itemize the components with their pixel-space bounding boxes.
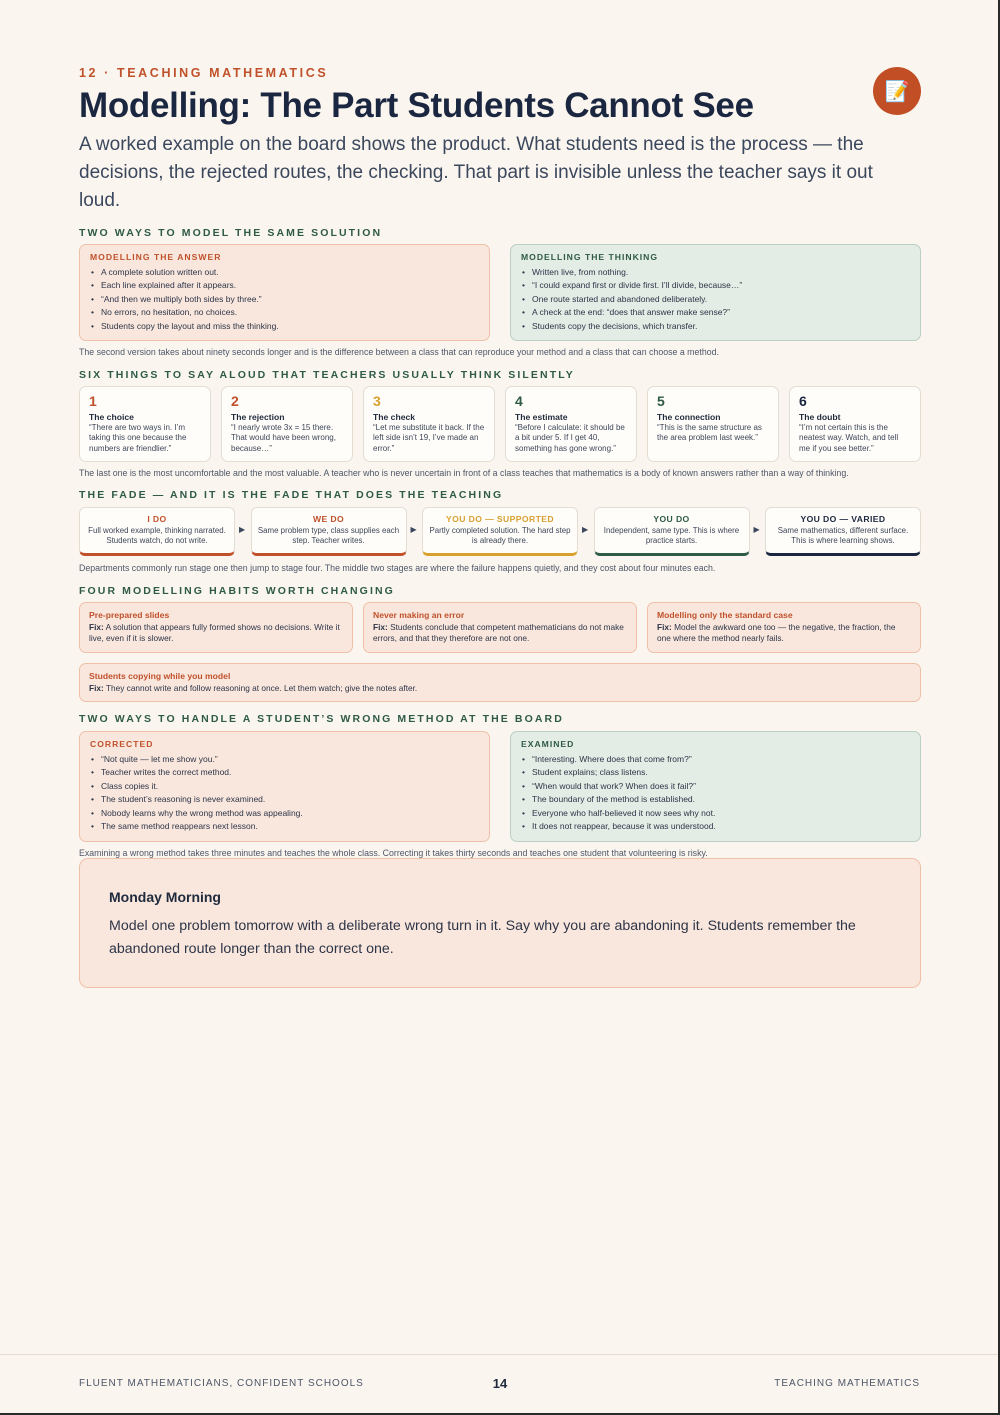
- habit-fix: [657, 622, 911, 644]
- section2-caption: The last one is the most uncomfortable and the most valuable. A teacher who is never uncertain in front of a class teaches that mathematics is a body of known answers rather than a way of thinking.: [79, 468, 849, 478]
- section-heading-habits: FOUR MODELLING HABITS WORTH CHANGING: [79, 585, 395, 597]
- list-item: • “When would that work? When does it fail?”: [521, 780, 910, 793]
- stage-text: Partly completed solution. The hard step is already there.: [429, 526, 571, 546]
- list-item: • The student’s reasoning is never examined.: [90, 793, 479, 806]
- card-text: “There are two ways in. I’m taking this one because the numbers are friendlier.”: [89, 423, 187, 453]
- box-title: MODELLING THE ANSWER: [90, 252, 222, 262]
- list-item: • A check at the end: “does that answer make sense?”: [521, 306, 910, 319]
- card-number: 1: [89, 393, 97, 409]
- list-item: • “Not quite — let me show you.”: [90, 753, 479, 766]
- card-number: 2: [231, 393, 239, 409]
- callout-text: Model one problem tomorrow with a deliberate wrong turn in it. Say why you are abandoning it. Students remember the abandoned route longer than the correct one.: [109, 918, 856, 957]
- fix-label: Fix:: [89, 683, 104, 693]
- say-aloud-card: [79, 386, 211, 462]
- arrow-right-icon: ▶: [753, 525, 760, 534]
- arrow-right-icon: ▶: [582, 525, 589, 534]
- habit-title: Modelling only the standard case: [657, 610, 793, 620]
- list-item: • Everyone who half-believed it now sees why not.: [521, 807, 910, 820]
- list-item: • The boundary of the method is established.: [521, 793, 910, 806]
- stage-title: YOU DO — VARIED: [800, 514, 886, 524]
- fix-text: They cannot write and follow reasoning at once. Let them watch; give the notes after.: [105, 683, 418, 693]
- section-heading-fade: THE FADE — AND IT IS THE FADE THAT DOES THE TEACHING: [79, 489, 504, 501]
- section5-caption: Examining a wrong method takes three minutes and teaches the whole class. Correcting it takes thirty seconds and teaches one student that volunteering is risky.: [79, 848, 708, 858]
- habit-card: [79, 663, 921, 702]
- stage-text: Same mathematics, different surface. This is where learning shows.: [777, 526, 909, 546]
- habit-title: Never making an error: [373, 610, 465, 620]
- list-item: • Students copy the decisions, which transfer.: [521, 320, 910, 333]
- fade-stage: [422, 507, 578, 556]
- list-item: • Teacher writes the correct method.: [90, 766, 479, 779]
- list-item: • One route started and abandoned deliberately.: [521, 293, 910, 306]
- card-number: 5: [657, 393, 665, 409]
- list-item: • It does not reappear, because it was understood.: [521, 820, 910, 833]
- card-label: The check: [373, 412, 416, 422]
- stage-title: I DO: [147, 514, 167, 524]
- corrected-list: [90, 753, 479, 833]
- list-item: • Class copies it.: [90, 780, 479, 793]
- list-item: • Students copy the layout and miss the thinking.: [90, 320, 479, 333]
- arrow-right-icon: ▶: [239, 525, 246, 534]
- box-title: CORRECTED: [90, 739, 154, 749]
- footer-left: FLUENT MATHEMATICIANS, CONFIDENT SCHOOLS: [79, 1378, 364, 1389]
- fade-stage: [251, 507, 407, 556]
- say-aloud-card: [789, 386, 921, 462]
- card-label: The rejection: [231, 412, 285, 422]
- stage-text: Full worked example, thinking narrated. Students watch, do not write.: [88, 526, 226, 546]
- fix-label: Fix:: [373, 622, 388, 632]
- examined-box: [510, 731, 921, 842]
- chapter-kicker: 12 · TEACHING MATHEMATICS: [79, 66, 329, 80]
- fade-stage: [765, 507, 921, 556]
- pencil-memo-icon: 📝: [873, 67, 921, 115]
- section1-caption: The second version takes about ninety seconds longer and is the difference between a class that can reproduce your method and a class that can choose a method.: [79, 347, 719, 357]
- intro-paragraph: A worked example on the board shows the product. What students need is the process — the decisions, the rejected routes, the checking. That part is invisible unless the teacher says it out loud.: [79, 134, 873, 211]
- fix-text: Model the awkward one too — the negative, the fraction, the one where the method nearly fails.: [657, 622, 896, 643]
- page-title: Modelling: The Part Students Cannot See: [79, 86, 754, 125]
- say-aloud-card: [505, 386, 637, 462]
- habit-card: [363, 602, 637, 653]
- list-item: • “And then we multiply both sides by three.”: [90, 293, 479, 306]
- section-heading-wrong-method: TWO WAYS TO HANDLE A STUDENT’S WRONG METHOD AT THE BOARD: [79, 713, 564, 725]
- list-item: • Nobody learns why the wrong method was appealing.: [90, 807, 479, 820]
- card-text: “I nearly wrote 3x = 15 there. That would have been wrong, because…”: [231, 423, 336, 453]
- say-aloud-card: [363, 386, 495, 462]
- fix-label: Fix:: [657, 622, 672, 632]
- say-aloud-card: [647, 386, 779, 462]
- card-number: 6: [799, 393, 807, 409]
- habit-title: Students copying while you model: [89, 671, 231, 681]
- list-item: • “I could expand first or divide first. I’ll divide, because…”: [521, 279, 910, 292]
- fix-label: Fix:: [89, 622, 104, 632]
- thinking-list: [521, 266, 910, 333]
- habit-fix: [89, 622, 343, 644]
- stage-text: Independent, same type. This is where practice starts.: [603, 526, 740, 546]
- section-heading-six-things: SIX THINGS TO SAY ALOUD THAT TEACHERS USUALLY THINK SILENTLY: [79, 369, 575, 381]
- card-text: “Let me substitute it back. If the left side isn’t 19, I’ve made an error.”: [373, 423, 485, 453]
- section3-caption: Departments commonly run stage one then jump to stage four. The middle two stages are where the failure happens quietly, and they cost about four minutes each.: [79, 563, 716, 573]
- habit-title: Pre-prepared slides: [89, 610, 170, 620]
- card-label: The choice: [89, 412, 134, 422]
- fix-text: A solution that appears fully formed shows no decisions. Write it live, even if it is slower.: [89, 622, 340, 643]
- stage-title: YOU DO — SUPPORTED: [446, 514, 554, 524]
- stage-title: WE DO: [312, 514, 345, 524]
- fade-stage: [79, 507, 235, 556]
- card-label: The doubt: [799, 412, 841, 422]
- list-item: • A complete solution written out.: [90, 266, 479, 279]
- list-item: • Written live, from nothing.: [521, 266, 910, 279]
- card-number: 3: [373, 393, 381, 409]
- box-title: EXAMINED: [521, 739, 575, 749]
- footer-right: TEACHING MATHEMATICS: [774, 1378, 920, 1389]
- examined-list: [521, 753, 910, 833]
- modelling-thinking-box: [510, 244, 921, 341]
- box-title: MODELLING THE THINKING: [521, 252, 659, 262]
- fix-text: Students conclude that competent mathematicians do not make errors, and that they therefore are not one.: [373, 622, 624, 643]
- habit-card: [79, 602, 353, 653]
- monday-morning-callout: [79, 858, 921, 988]
- list-item: • “Interesting. Where does that come from?”: [521, 753, 910, 766]
- footer-divider: [0, 1354, 1000, 1355]
- list-item: • No errors, no hesitation, no choices.: [90, 306, 479, 319]
- stage-text: Same problem type, class supplies each step. Teacher writes.: [257, 526, 400, 546]
- card-text: “This is the same structure as the area problem last week.”: [657, 423, 762, 443]
- card-label: The estimate: [515, 412, 568, 422]
- habit-card: [647, 602, 921, 653]
- card-label: The connection: [657, 412, 721, 422]
- say-aloud-card: [221, 386, 353, 462]
- list-item: • Student explains; class listens.: [521, 766, 910, 779]
- list-item: • Each line explained after it appears.: [90, 279, 479, 292]
- fade-stage: [594, 507, 750, 556]
- corrected-box: [79, 731, 490, 842]
- stage-title: YOU DO: [653, 514, 690, 524]
- modelling-answer-box: [79, 244, 490, 341]
- card-number: 4: [515, 393, 523, 409]
- callout-heading: Monday Morning: [109, 889, 221, 905]
- card-text: “Before I calculate: it should be a bit under 5. If I get 40, something has gone wrong.”: [515, 423, 625, 453]
- page-number: 14: [492, 1376, 508, 1391]
- arrow-right-icon: ▶: [410, 525, 417, 534]
- habit-fix: [373, 622, 627, 644]
- answer-list: [90, 266, 479, 333]
- list-item: • The same method reappears next lesson.: [90, 820, 479, 833]
- card-text: “I’m not certain this is the neatest way. Watch, and tell me if you see better.”: [799, 423, 899, 453]
- section-heading-two-ways: TWO WAYS TO MODEL THE SAME SOLUTION: [79, 227, 383, 239]
- habit-fix: [89, 683, 911, 694]
